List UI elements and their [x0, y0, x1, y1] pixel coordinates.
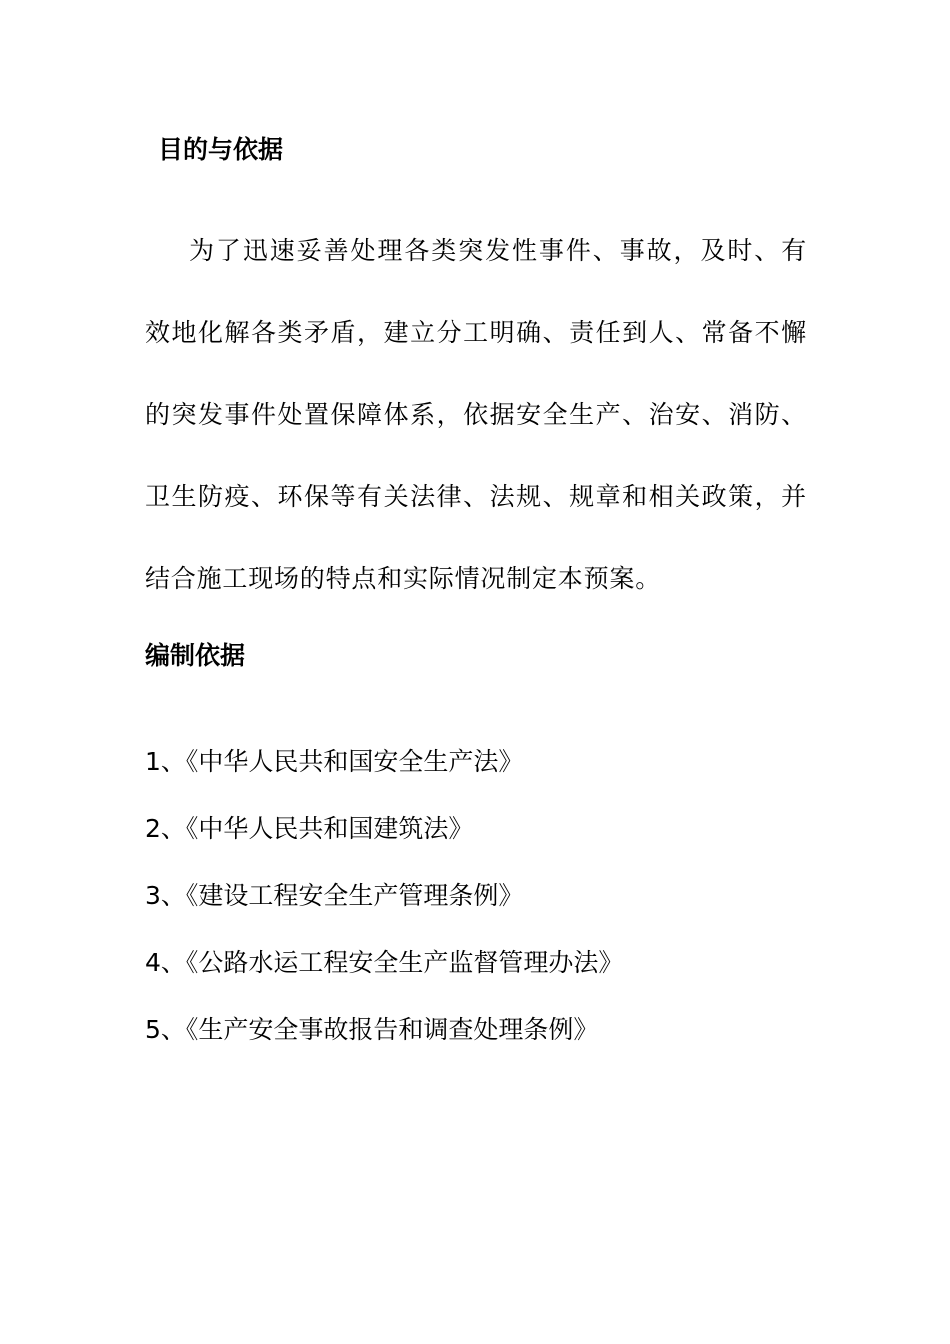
- section-heading-purpose: 目的与依据: [158, 135, 284, 164]
- list-item: 4、《公路水运工程安全生产监督管理办法》: [145, 948, 624, 977]
- list-item: 3、《建设工程安全生产管理条例》: [145, 881, 524, 910]
- purpose-paragraph: 为了迅速妥善处理各类突发性事件、事故，及时、有效地化解各类矛盾，建立分工明确、责任到人、常备不懈的突发事件处置保障体系，依据安全生产、治安、消防、卫生防疫、环保等有关法律、法规、规章和相关政策，并结合施工现场的特点和实际情况制定本预案。: [145, 236, 807, 593]
- list-item: 1、《中华人民共和国安全生产法》: [145, 747, 524, 776]
- list-item: 5、《生产安全事故报告和调查处理条例》: [145, 1015, 599, 1044]
- basis-list: [145, 728, 623, 1063]
- list-item: 2、《中华人民共和国建筑法》: [145, 814, 474, 843]
- section-heading-basis: 编制依据: [145, 641, 246, 670]
